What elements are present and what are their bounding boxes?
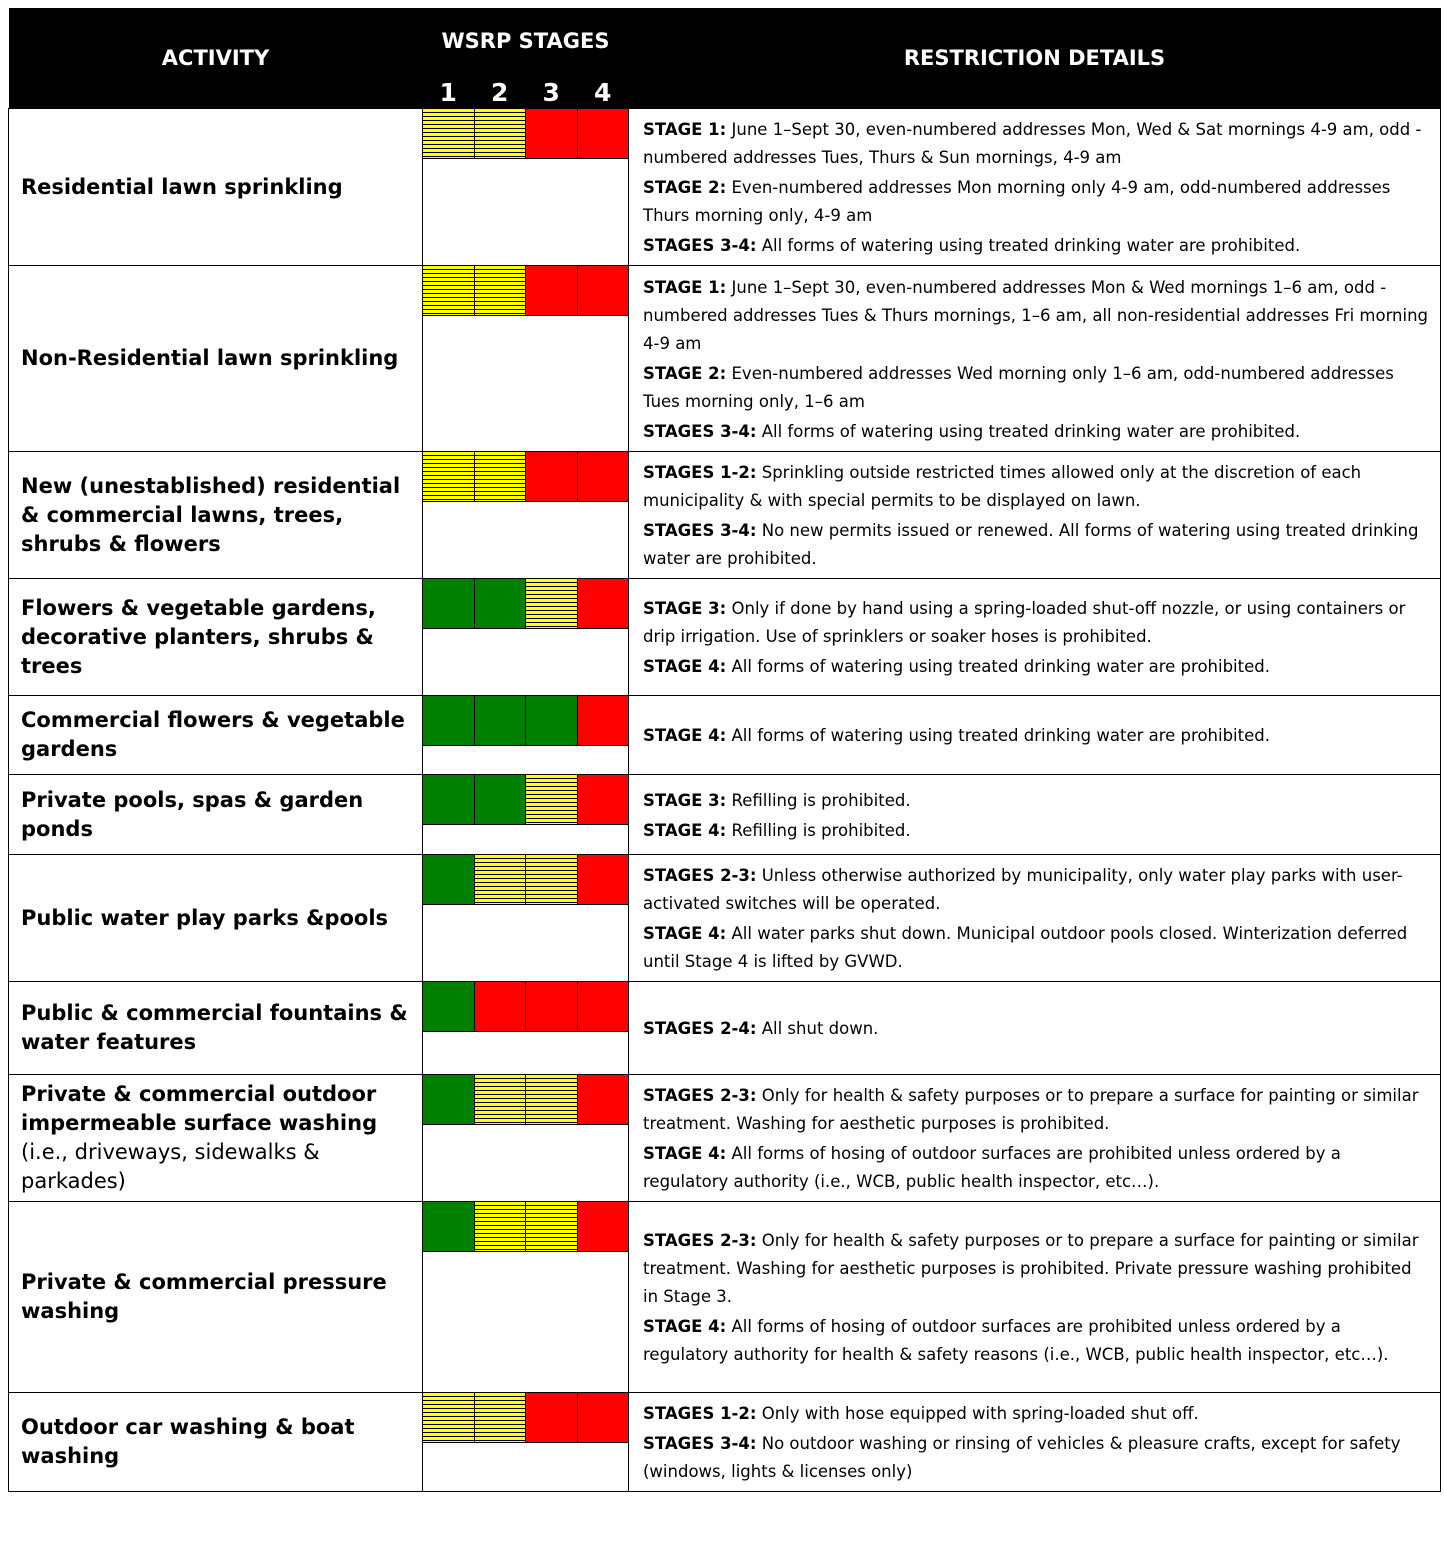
details-cell: [629, 982, 1441, 1075]
stage-blocks: [423, 855, 628, 905]
stage-block-1: [423, 579, 475, 628]
details-cell: [629, 1202, 1441, 1393]
restriction-text: Unless otherwise authorized by municipality, only water play parks with user-activated switches will be operated.: [643, 866, 1403, 913]
stage-blocks: [423, 982, 628, 1032]
activity-cell: [9, 982, 423, 1075]
activity-cell: [9, 266, 423, 452]
restriction-line: [643, 1400, 1430, 1428]
stage-block-2: [475, 266, 527, 315]
restriction-text: Only for health & safety purposes or to prepare a surface for painting or similar treatment. Washing for aesthetic purposes is prohibited. Private pressure washing prohibited in Stage 3.: [643, 1231, 1419, 1306]
activity-note: (i.e., driveways, sidewalks & parkades): [21, 1140, 320, 1193]
table-row: [9, 452, 1441, 579]
stage-blocks: [423, 1202, 628, 1252]
restriction-line: [643, 920, 1430, 976]
stages-column-header: WSRP STAGES: [423, 8, 629, 74]
restriction-text: Only if done by hand using a spring-loaded shut-off nozzle, or using containers or drip irrigation. Use of sprinklers or soaker hoses is prohibited.: [643, 599, 1406, 646]
stage-label: STAGE 1:: [643, 277, 727, 297]
stage-label: STAGE 4:: [643, 1144, 727, 1163]
stage-cell: [423, 109, 629, 266]
restrictions-table: [8, 8, 1441, 1492]
activity-label: Residential lawn sprinkling: [21, 174, 343, 199]
stage-block-4: [578, 1075, 629, 1124]
activity-label: Public & commercial fountains & water features: [21, 1001, 408, 1054]
stage-label: STAGES 2-4:: [643, 1019, 757, 1038]
stage-label: STAGE 3:: [643, 599, 727, 618]
stage-block-1: [423, 855, 475, 904]
details-cell: [629, 1393, 1441, 1492]
stage-label: STAGE 2:: [643, 178, 727, 197]
stage-blocks: [423, 109, 628, 159]
stage-block-3: [526, 982, 578, 1031]
stage-cell: [423, 452, 629, 579]
table-row: [9, 982, 1441, 1075]
stage-block-4: [578, 452, 629, 501]
stage-block-2: [475, 855, 527, 904]
stage-block-3: [526, 696, 578, 745]
stage-block-2: [475, 1075, 527, 1124]
stage-block-4: [578, 266, 629, 315]
activity-label: New (unestablished) residential & commercial lawns, trees, shrubs & flowers: [21, 473, 401, 556]
stage-label: STAGE 4:: [643, 726, 727, 745]
details-cell: [629, 1075, 1441, 1202]
stage-block-1: [423, 1202, 475, 1251]
restriction-line: [643, 1227, 1430, 1311]
activity-label: Outdoor car washing & boat washing: [21, 1415, 355, 1468]
stage-blocks: [423, 452, 628, 502]
stage-cell: [423, 1393, 629, 1492]
restrictions-page: [8, 8, 1440, 1492]
activity-cell: [9, 1393, 423, 1492]
stage-blocks: [423, 775, 628, 825]
restriction-text: All forms of hosing of outdoor surfaces are prohibited unless ordered by a regulatory authority (i.e., WCB, public health inspector, etc…).: [643, 1144, 1341, 1191]
activity-cell: [9, 579, 423, 696]
stage-block-3: [526, 1075, 578, 1124]
stage-cell: [423, 1075, 629, 1202]
table-row: [9, 696, 1441, 775]
restriction-line: [643, 1140, 1430, 1196]
restriction-text: Sprinkling outside restricted times allowed only at the discretion of each municipality & with special permits to be displayed on lawn.: [643, 463, 1362, 510]
stage-label: STAGES 3-4:: [643, 1434, 757, 1453]
restriction-text: No new permits issued or renewed. All forms of watering using treated drinking water are prohibited.: [643, 521, 1419, 568]
stage-block-4: [578, 1393, 629, 1442]
restriction-line: [643, 116, 1430, 172]
stage-label: STAGES 2-3:: [643, 1086, 757, 1105]
restriction-line: [643, 274, 1430, 358]
stage-cell: [423, 579, 629, 696]
restriction-text: All forms of watering using treated drinking water are prohibited.: [756, 421, 1301, 441]
stage-block-3: [526, 855, 578, 904]
activity-cell: [9, 1202, 423, 1393]
stage-label: STAGES 1-2:: [643, 463, 757, 482]
stage-label: STAGE 1:: [643, 120, 727, 139]
stage-block-2: [475, 579, 527, 628]
stage-block-4: [578, 982, 629, 1031]
stage-block-3: [526, 1393, 578, 1442]
activity-cell: [9, 696, 423, 775]
details-cell: [629, 855, 1441, 982]
stage-block-1: [423, 696, 475, 745]
stage-cell: [423, 775, 629, 855]
stage-label: STAGE 4:: [643, 1317, 727, 1336]
stage-cell: [423, 266, 629, 452]
activity-cell: [9, 1075, 423, 1202]
activity-label: Private & commercial outdoor impermeable surface washing: [21, 1082, 378, 1135]
activity-label: Private pools, spas & garden ponds: [21, 787, 364, 841]
restriction-text: All forms of watering using treated drinking water are prohibited.: [726, 726, 1270, 745]
details-cell: [629, 452, 1441, 579]
restriction-text: Refilling is prohibited.: [726, 790, 911, 810]
stage-block-2: [475, 775, 527, 824]
table-row: [9, 855, 1441, 982]
stage-block-1: [423, 266, 475, 315]
restriction-line: [643, 1082, 1430, 1138]
stage-cell: [423, 982, 629, 1075]
stage-block-4: [578, 1202, 629, 1251]
restriction-line: [643, 174, 1430, 230]
stage-block-2: [475, 109, 527, 158]
stage-number-2: 2: [491, 78, 509, 107]
stage-blocks: [423, 266, 628, 316]
table-row: [9, 1393, 1441, 1492]
activity-column-header: ACTIVITY: [9, 8, 423, 109]
restriction-line: [643, 1015, 1430, 1043]
restriction-text: All forms of hosing of outdoor surfaces are prohibited unless ordered by a regulatory authority for health & safety reasons (i.e., WCB, public health inspector, etc…).: [643, 1317, 1389, 1364]
stage-block-2: [475, 1202, 527, 1251]
stage-label: STAGES 3-4:: [643, 421, 757, 441]
stage-block-1: [423, 109, 475, 158]
restriction-text: All shut down.: [756, 1019, 879, 1038]
stage-label: STAGES 3-4:: [643, 236, 757, 255]
activity-cell: [9, 109, 423, 266]
details-cell: [629, 266, 1441, 452]
stage-label: STAGE 4:: [643, 820, 727, 840]
activity-cell: [9, 452, 423, 579]
stage-cell: [423, 855, 629, 982]
table-row: [9, 1202, 1441, 1393]
stage-block-4: [578, 775, 629, 824]
restriction-line: [643, 517, 1430, 573]
restriction-line: [643, 232, 1430, 260]
table-body: [9, 109, 1441, 1492]
restriction-text: Even-numbered addresses Mon morning only 4-9 am, odd-numbered addresses Thurs morning only, 4-9 am: [643, 178, 1391, 225]
stage-number-4: 4: [594, 78, 612, 107]
restriction-line: [643, 817, 1430, 845]
restriction-text: All forms of watering using treated drinking water are prohibited.: [726, 657, 1270, 676]
activity-label: Public water play parks &pools: [21, 905, 389, 930]
restriction-text: Even-numbered addresses Wed morning only 1–6 am, odd-numbered addresses Tues morning only, 1–6 am: [643, 363, 1394, 411]
details-column-header: RESTRICTION DETAILS: [629, 8, 1441, 109]
details-cell: [629, 696, 1441, 775]
stage-label: STAGE 3:: [643, 790, 727, 810]
restriction-line: [643, 722, 1430, 750]
stage-block-1: [423, 1393, 475, 1442]
stage-cell: [423, 696, 629, 775]
details-cell: [629, 775, 1441, 855]
details-cell: [629, 109, 1441, 266]
table-row: [9, 775, 1441, 855]
activity-cell: [9, 775, 423, 855]
stage-blocks: [423, 696, 628, 746]
stage-label: STAGES 2-3:: [643, 866, 757, 885]
stage-block-4: [578, 855, 629, 904]
stage-block-4: [578, 109, 629, 158]
stage-block-1: [423, 775, 475, 824]
activity-label: Non-Residential lawn sprinkling: [21, 346, 399, 370]
stage-block-2: [475, 696, 527, 745]
restriction-line: [643, 595, 1430, 651]
stage-block-2: [475, 982, 527, 1031]
restriction-line: [643, 1430, 1430, 1486]
stage-numbers: [423, 74, 629, 109]
stage-cell: [423, 1202, 629, 1393]
activity-label: Commercial flowers & vegetable gardens: [21, 708, 405, 761]
restriction-line: [643, 459, 1430, 515]
stage-block-1: [423, 1075, 475, 1124]
stage-label: STAGE 4:: [643, 924, 727, 943]
stage-block-4: [578, 579, 629, 628]
stage-block-3: [526, 775, 578, 824]
restriction-line: [643, 1313, 1430, 1369]
stage-label: STAGES 1-2:: [643, 1404, 757, 1423]
stage-blocks: [423, 579, 628, 629]
restriction-line: [643, 653, 1430, 681]
activity-label: Private & commercial pressure washing: [21, 1270, 387, 1323]
restriction-text: All water parks shut down. Municipal outdoor pools closed. Winterization deferred until Stage 4 is lifted by GVWD.: [643, 924, 1408, 971]
stage-label: STAGE 2:: [643, 363, 727, 383]
stage-block-2: [475, 452, 527, 501]
activity-cell: [9, 855, 423, 982]
stage-number-3: 3: [542, 78, 560, 107]
stage-block-3: [526, 452, 578, 501]
restriction-text: Only with hose equipped with spring-loaded shut off.: [756, 1404, 1199, 1423]
restriction-text: Only for health & safety purposes or to prepare a surface for painting or similar treatment. Washing for aesthetic purposes is prohibited.: [643, 1086, 1419, 1133]
restriction-line: [643, 862, 1430, 918]
stage-block-3: [526, 1202, 578, 1251]
stage-number-1: 1: [439, 78, 457, 107]
restriction-line: [643, 418, 1430, 446]
stage-label: STAGES 3-4:: [643, 521, 757, 540]
table-row: [9, 109, 1441, 266]
table-header: [9, 8, 1441, 109]
restriction-text: No outdoor washing or rinsing of vehicles & pleasure crafts, except for safety (windows, lights & licenses only): [643, 1434, 1401, 1481]
stage-block-3: [526, 579, 578, 628]
restriction-text: Refilling is prohibited.: [726, 820, 911, 840]
stage-block-3: [526, 266, 578, 315]
table-row: [9, 266, 1441, 452]
restriction-line: [643, 360, 1430, 416]
restriction-text: June 1–Sept 30, even-numbered addresses Mon & Wed mornings 1–6 am, odd -numbered addresses Tues & Thurs mornings, 1–6 am, all non-residential addresses Fri morning 4-9 am: [643, 277, 1429, 353]
table-row: [9, 579, 1441, 696]
restriction-line: [643, 787, 1430, 815]
activity-label: Flowers & vegetable gardens, decorative planters, shrubs & trees: [21, 595, 376, 678]
stage-label: STAGES 2-3:: [643, 1231, 757, 1250]
stage-block-4: [578, 696, 629, 745]
stage-block-3: [526, 109, 578, 158]
stage-label: STAGE 4:: [643, 657, 727, 676]
restriction-text: June 1–Sept 30, even-numbered addresses Mon, Wed & Sat mornings 4-9 am, odd -numbered addresses Tues, Thurs & Sun mornings, 4-9 am: [643, 120, 1422, 167]
stage-blocks: [423, 1075, 628, 1125]
stage-blocks: [423, 1393, 628, 1443]
table-row: [9, 1075, 1441, 1202]
stage-block-1: [423, 982, 475, 1031]
details-cell: [629, 579, 1441, 696]
stage-block-1: [423, 452, 475, 501]
restriction-text: All forms of watering using treated drinking water are prohibited.: [756, 236, 1301, 255]
stage-block-2: [475, 1393, 527, 1442]
